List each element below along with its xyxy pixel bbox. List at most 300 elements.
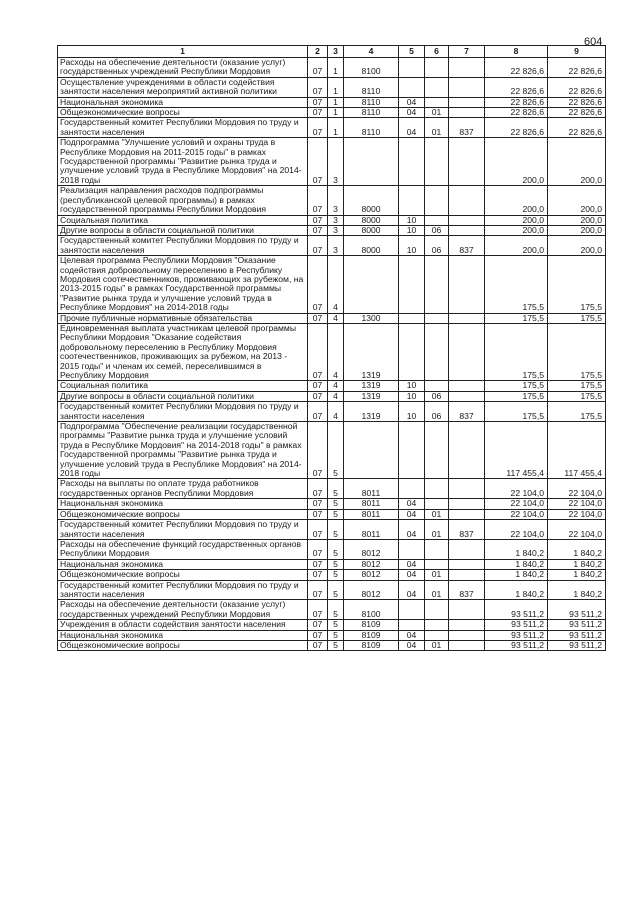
row-name-cell: Расходы на выплаты по оплате труда работников государственных органов Республики Мордовия: [58, 479, 308, 499]
row-c4-cell: 1319: [344, 381, 399, 391]
header-col-9: 9: [548, 46, 606, 58]
row-c6-cell: [425, 186, 449, 215]
row-c4-cell: 8012: [344, 559, 399, 569]
row-name-cell: Общеэкономические вопросы: [58, 509, 308, 519]
row-c4-cell: 8012: [344, 570, 399, 580]
row-c9-cell: 22 826,6: [548, 108, 606, 118]
row-name-cell: Подпрограмма "Обеспечение реализации государственной программы "Развитие рынка труда и улучшение условий труда в Республике Мордовия" на 2014-2018 годы" в рамках Государственной программы "Развитие рынка труда и улучшение условий труда в Республике Мордовия" на 2014-2018 годы: [58, 422, 308, 479]
row-c9-cell: 22 104,0: [548, 499, 606, 509]
row-c8-cell: 200,0: [485, 215, 548, 225]
row-c3-cell: 4: [328, 402, 344, 422]
row-c7-cell: [449, 313, 485, 323]
row-c7-cell: [449, 422, 485, 479]
row-c3-cell: 5: [328, 580, 344, 600]
table-row: [58, 381, 606, 391]
row-c4-cell: 8100: [344, 600, 399, 620]
row-c5-cell: 04: [399, 580, 425, 600]
row-name-cell: Государственный комитет Республики Мордовия по труду и занятости населения: [58, 580, 308, 600]
row-c4-cell: 8110: [344, 77, 399, 97]
row-name-cell: Национальная экономика: [58, 559, 308, 569]
row-name-cell: Общеэкономические вопросы: [58, 640, 308, 650]
table-body: [58, 58, 606, 651]
table-row: [58, 215, 606, 225]
row-c6-cell: 06: [425, 391, 449, 401]
row-c3-cell: 5: [328, 479, 344, 499]
row-c5-cell: [399, 479, 425, 499]
row-c4-cell: [344, 422, 399, 479]
row-c6-cell: [425, 600, 449, 620]
row-c8-cell: 1 840,2: [485, 559, 548, 569]
row-c8-cell: 22 826,6: [485, 108, 548, 118]
table-row: [58, 559, 606, 569]
header-col-8: 8: [485, 46, 548, 58]
row-c5-cell: 10: [399, 381, 425, 391]
row-c7-cell: [449, 620, 485, 630]
row-c8-cell: 200,0: [485, 138, 548, 186]
row-c5-cell: [399, 313, 425, 323]
row-name-cell: Расходы на обеспечение деятельности (оказание услуг) государственных учреждений Республики Мордовия: [58, 58, 308, 78]
header-col-7: 7: [449, 46, 485, 58]
row-c4-cell: 8000: [344, 225, 399, 235]
row-c7-cell: [449, 77, 485, 97]
table-row: [58, 402, 606, 422]
row-c2-cell: 07: [308, 256, 328, 313]
row-c2-cell: 07: [308, 580, 328, 600]
row-c5-cell: 04: [399, 640, 425, 650]
table-row: [58, 138, 606, 186]
row-c9-cell: 175,5: [548, 402, 606, 422]
row-c4-cell: 1319: [344, 402, 399, 422]
row-c3-cell: 4: [328, 323, 344, 380]
row-name-cell: Единовременная выплата участникам целевой программы Республики Мордовия "Оказание содействия добровольному переселению в Республику Мордовия соотечественников, проживающих за рубежом, на 2013 - 2015 годы" и членам их семей, переселившимся в Республику Мордовия: [58, 323, 308, 380]
table-row: [58, 391, 606, 401]
row-c2-cell: 07: [308, 323, 328, 380]
row-c9-cell: 1 840,2: [548, 539, 606, 559]
row-c7-cell: [449, 391, 485, 401]
table-row: [58, 97, 606, 107]
row-c3-cell: 5: [328, 570, 344, 580]
row-c5-cell: 10: [399, 225, 425, 235]
row-c7-cell: 837: [449, 580, 485, 600]
row-c4-cell: 8011: [344, 509, 399, 519]
row-c4-cell: 8110: [344, 97, 399, 107]
row-c5-cell: 04: [399, 509, 425, 519]
header-col-4: 4: [344, 46, 399, 58]
row-c6-cell: 06: [425, 225, 449, 235]
row-c2-cell: 07: [308, 479, 328, 499]
row-c6-cell: 06: [425, 402, 449, 422]
row-c7-cell: [449, 640, 485, 650]
row-c4-cell: 8012: [344, 580, 399, 600]
row-c5-cell: 04: [399, 520, 425, 540]
row-c9-cell: 175,5: [548, 381, 606, 391]
row-c7-cell: [449, 630, 485, 640]
table-row: [58, 186, 606, 215]
row-c6-cell: [425, 422, 449, 479]
row-c8-cell: 22 104,0: [485, 479, 548, 499]
row-c5-cell: [399, 256, 425, 313]
row-c3-cell: 5: [328, 640, 344, 650]
table-row: [58, 499, 606, 509]
row-c7-cell: [449, 97, 485, 107]
row-c6-cell: [425, 58, 449, 78]
row-c6-cell: 01: [425, 520, 449, 540]
row-name-cell: Социальная политика: [58, 215, 308, 225]
row-c3-cell: 4: [328, 391, 344, 401]
row-c6-cell: [425, 323, 449, 380]
table-row: [58, 422, 606, 479]
row-c4-cell: 8100: [344, 58, 399, 78]
row-c8-cell: 200,0: [485, 236, 548, 256]
row-c5-cell: 04: [399, 108, 425, 118]
row-c2-cell: 07: [308, 58, 328, 78]
row-c6-cell: 01: [425, 118, 449, 138]
row-c2-cell: 07: [308, 422, 328, 479]
row-c5-cell: 04: [399, 97, 425, 107]
row-c6-cell: [425, 97, 449, 107]
row-c5-cell: 10: [399, 215, 425, 225]
row-c7-cell: [449, 138, 485, 186]
row-c4-cell: 8000: [344, 186, 399, 215]
row-c6-cell: [425, 77, 449, 97]
row-c5-cell: [399, 539, 425, 559]
row-c6-cell: 01: [425, 570, 449, 580]
row-c8-cell: 175,5: [485, 402, 548, 422]
row-c7-cell: [449, 323, 485, 380]
row-c2-cell: 07: [308, 215, 328, 225]
row-c4-cell: 8109: [344, 640, 399, 650]
row-c8-cell: 1 840,2: [485, 539, 548, 559]
row-c5-cell: [399, 422, 425, 479]
row-c4-cell: 8109: [344, 620, 399, 630]
row-c9-cell: 22 104,0: [548, 479, 606, 499]
row-c8-cell: 22 104,0: [485, 499, 548, 509]
row-c9-cell: 175,5: [548, 391, 606, 401]
row-c5-cell: 04: [399, 570, 425, 580]
row-c6-cell: [425, 559, 449, 569]
row-c6-cell: 01: [425, 580, 449, 600]
row-c4-cell: 8011: [344, 499, 399, 509]
row-c3-cell: 1: [328, 97, 344, 107]
row-c2-cell: 07: [308, 509, 328, 519]
row-c8-cell: 175,5: [485, 381, 548, 391]
row-c5-cell: 04: [399, 630, 425, 640]
table-row: [58, 58, 606, 78]
table-row: [58, 323, 606, 380]
row-name-cell: Учреждения в области содействия занятости населения: [58, 620, 308, 630]
row-name-cell: Подпрограмма "Улучшение условий и охраны труда в Республике Мордовия на 2011-2015 годы" в рамках Государственной программы "Развитие рынка труда и улучшение условий труда в Республике Мордовия" на 2014-2018 годы: [58, 138, 308, 186]
table-row: [58, 539, 606, 559]
row-name-cell: Государственный комитет Республики Мордовия по труду и занятости населения: [58, 118, 308, 138]
row-c6-cell: 01: [425, 509, 449, 519]
row-c3-cell: 1: [328, 77, 344, 97]
row-c2-cell: 07: [308, 539, 328, 559]
row-c4-cell: 8012: [344, 539, 399, 559]
row-c9-cell: 22 104,0: [548, 509, 606, 519]
row-c6-cell: 06: [425, 236, 449, 256]
row-c2-cell: 07: [308, 381, 328, 391]
row-c9-cell: 93 511,2: [548, 640, 606, 650]
row-name-cell: Государственный комитет Республики Мордовия по труду и занятости населения: [58, 402, 308, 422]
row-c2-cell: 07: [308, 559, 328, 569]
row-c8-cell: 175,5: [485, 313, 548, 323]
table-row: [58, 570, 606, 580]
row-c2-cell: 07: [308, 77, 328, 97]
row-c5-cell: [399, 600, 425, 620]
row-c8-cell: 117 455,4: [485, 422, 548, 479]
row-c4-cell: 1319: [344, 391, 399, 401]
row-c7-cell: [449, 499, 485, 509]
table-row: [58, 479, 606, 499]
table-row: [58, 77, 606, 97]
row-c6-cell: [425, 313, 449, 323]
row-c9-cell: 175,5: [548, 256, 606, 313]
row-c4-cell: 8011: [344, 520, 399, 540]
row-c3-cell: 5: [328, 559, 344, 569]
row-c7-cell: [449, 539, 485, 559]
row-c7-cell: 837: [449, 236, 485, 256]
row-c4-cell: 1319: [344, 323, 399, 380]
row-c3-cell: 1: [328, 108, 344, 118]
header-col-3: 3: [328, 46, 344, 58]
header-col-1: 1: [58, 46, 308, 58]
row-c2-cell: 07: [308, 600, 328, 620]
row-c3-cell: 5: [328, 539, 344, 559]
row-c2-cell: 07: [308, 630, 328, 640]
row-c9-cell: 93 511,2: [548, 600, 606, 620]
row-c3-cell: 5: [328, 499, 344, 509]
row-c5-cell: [399, 323, 425, 380]
row-c8-cell: 175,5: [485, 391, 548, 401]
row-c3-cell: 4: [328, 313, 344, 323]
row-c9-cell: 200,0: [548, 138, 606, 186]
row-c9-cell: 93 511,2: [548, 620, 606, 630]
row-c3-cell: 5: [328, 509, 344, 519]
row-name-cell: Осуществление учреждениями в области содействия занятости населения мероприятий активной политики: [58, 77, 308, 97]
row-c8-cell: 22 826,6: [485, 58, 548, 78]
row-c8-cell: 22 826,6: [485, 97, 548, 107]
row-name-cell: Общеэкономические вопросы: [58, 570, 308, 580]
row-c6-cell: [425, 381, 449, 391]
row-c9-cell: 22 826,6: [548, 58, 606, 78]
page-number: 604: [584, 36, 603, 48]
row-c2-cell: 07: [308, 108, 328, 118]
table-row: [58, 580, 606, 600]
table-row: [58, 509, 606, 519]
row-c5-cell: 10: [399, 236, 425, 256]
row-c7-cell: [449, 381, 485, 391]
row-c3-cell: 3: [328, 236, 344, 256]
row-name-cell: Другие вопросы в области социальной политики: [58, 391, 308, 401]
row-c9-cell: 200,0: [548, 215, 606, 225]
budget-table-container: [57, 45, 605, 651]
row-c2-cell: 07: [308, 236, 328, 256]
row-c7-cell: [449, 225, 485, 235]
row-c4-cell: [344, 256, 399, 313]
row-c2-cell: 07: [308, 402, 328, 422]
row-c9-cell: 200,0: [548, 236, 606, 256]
row-name-cell: Реализация направления расходов подпрограммы (республиканской целевой программы) в рамках государственной программы Республики Мордовия: [58, 186, 308, 215]
row-c2-cell: 07: [308, 118, 328, 138]
budget-table: [57, 45, 606, 651]
row-c5-cell: 04: [399, 559, 425, 569]
row-c3-cell: 5: [328, 620, 344, 630]
row-c4-cell: [344, 138, 399, 186]
row-c4-cell: 8011: [344, 479, 399, 499]
row-name-cell: Целевая программа Республики Мордовия "Оказание содействия добровольному переселению в Республику Мордовия соотечественников, проживающих за рубежом, на 2013-2015 годы" в рамках Государственной программы "Развитие рынка труда и улучшение условий труда в Республике Мордовия" на 2014-2018 годы: [58, 256, 308, 313]
row-c6-cell: [425, 499, 449, 509]
row-c9-cell: 175,5: [548, 313, 606, 323]
row-name-cell: Общеэкономические вопросы: [58, 108, 308, 118]
table-row: [58, 313, 606, 323]
row-c8-cell: 93 511,2: [485, 620, 548, 630]
row-c7-cell: 837: [449, 118, 485, 138]
row-c5-cell: [399, 58, 425, 78]
header-col-5: 5: [399, 46, 425, 58]
row-c6-cell: [425, 539, 449, 559]
row-c9-cell: 1 840,2: [548, 580, 606, 600]
row-name-cell: Прочие публичные нормативные обязательства: [58, 313, 308, 323]
row-c8-cell: 175,5: [485, 256, 548, 313]
row-c2-cell: 07: [308, 225, 328, 235]
row-c8-cell: 22 826,6: [485, 118, 548, 138]
row-c2-cell: 07: [308, 138, 328, 186]
row-c9-cell: 22 826,6: [548, 97, 606, 107]
row-c2-cell: 07: [308, 313, 328, 323]
row-c3-cell: 3: [328, 138, 344, 186]
row-c9-cell: 200,0: [548, 186, 606, 215]
row-c3-cell: 5: [328, 630, 344, 640]
row-name-cell: Государственный комитет Республики Мордовия по труду и занятости населения: [58, 520, 308, 540]
row-c9-cell: 93 511,2: [548, 630, 606, 640]
row-c6-cell: [425, 256, 449, 313]
row-c7-cell: [449, 509, 485, 519]
table-row: [58, 640, 606, 650]
row-c8-cell: 1 840,2: [485, 580, 548, 600]
row-c2-cell: 07: [308, 520, 328, 540]
row-c7-cell: [449, 570, 485, 580]
row-c3-cell: 3: [328, 225, 344, 235]
row-c9-cell: 22 826,6: [548, 77, 606, 97]
row-c6-cell: 01: [425, 640, 449, 650]
row-c7-cell: [449, 108, 485, 118]
row-name-cell: Социальная политика: [58, 381, 308, 391]
row-c8-cell: 22 826,6: [485, 77, 548, 97]
row-c2-cell: 07: [308, 620, 328, 630]
row-c9-cell: 117 455,4: [548, 422, 606, 479]
row-c3-cell: 4: [328, 256, 344, 313]
row-name-cell: Национальная экономика: [58, 630, 308, 640]
row-c7-cell: [449, 58, 485, 78]
table-row: [58, 600, 606, 620]
row-c4-cell: 8109: [344, 630, 399, 640]
header-col-2: 2: [308, 46, 328, 58]
row-c3-cell: 1: [328, 58, 344, 78]
row-c5-cell: [399, 620, 425, 630]
row-c2-cell: 07: [308, 186, 328, 215]
row-c9-cell: 1 840,2: [548, 559, 606, 569]
table-row: [58, 118, 606, 138]
row-c6-cell: [425, 479, 449, 499]
row-c4-cell: 1300: [344, 313, 399, 323]
table-row: [58, 256, 606, 313]
row-name-cell: Государственный комитет Республики Мордовия по труду и занятости населения: [58, 236, 308, 256]
row-c2-cell: 07: [308, 391, 328, 401]
row-c4-cell: 8000: [344, 236, 399, 256]
row-c7-cell: [449, 186, 485, 215]
row-c7-cell: [449, 256, 485, 313]
table-row: [58, 225, 606, 235]
row-c3-cell: 4: [328, 381, 344, 391]
row-c3-cell: 3: [328, 215, 344, 225]
row-c9-cell: 175,5: [548, 323, 606, 380]
table-row: [58, 108, 606, 118]
row-c6-cell: [425, 630, 449, 640]
row-name-cell: Расходы на обеспечение деятельности (оказание услуг) государственных учреждений Республики Мордовия: [58, 600, 308, 620]
table-row: [58, 620, 606, 630]
row-c8-cell: 22 104,0: [485, 509, 548, 519]
row-c7-cell: [449, 559, 485, 569]
row-c7-cell: [449, 600, 485, 620]
row-name-cell: Национальная экономика: [58, 97, 308, 107]
row-c5-cell: [399, 186, 425, 215]
row-c2-cell: 07: [308, 570, 328, 580]
row-c5-cell: [399, 77, 425, 97]
row-name-cell: Национальная экономика: [58, 499, 308, 509]
row-c4-cell: 8110: [344, 108, 399, 118]
row-c4-cell: 8110: [344, 118, 399, 138]
row-c4-cell: 8000: [344, 215, 399, 225]
row-c6-cell: [425, 138, 449, 186]
row-c5-cell: [399, 138, 425, 186]
row-c3-cell: 5: [328, 422, 344, 479]
row-c8-cell: 200,0: [485, 186, 548, 215]
row-c5-cell: 04: [399, 499, 425, 509]
row-c8-cell: 22 104,0: [485, 520, 548, 540]
table-row: [58, 520, 606, 540]
row-c7-cell: 837: [449, 402, 485, 422]
table-row: [58, 630, 606, 640]
row-c2-cell: 07: [308, 499, 328, 509]
table-header-row: [58, 46, 606, 58]
row-c3-cell: 5: [328, 520, 344, 540]
row-c8-cell: 1 840,2: [485, 570, 548, 580]
row-c7-cell: [449, 215, 485, 225]
row-c6-cell: [425, 620, 449, 630]
row-c3-cell: 1: [328, 118, 344, 138]
row-c7-cell: [449, 479, 485, 499]
row-c3-cell: 5: [328, 600, 344, 620]
row-c8-cell: 93 511,2: [485, 640, 548, 650]
row-c8-cell: 175,5: [485, 323, 548, 380]
row-c6-cell: [425, 215, 449, 225]
table-row: [58, 236, 606, 256]
header-col-6: 6: [425, 46, 449, 58]
row-c7-cell: 837: [449, 520, 485, 540]
row-c9-cell: 1 840,2: [548, 570, 606, 580]
row-c8-cell: 93 511,2: [485, 630, 548, 640]
row-c9-cell: 22 826,6: [548, 118, 606, 138]
row-c3-cell: 3: [328, 186, 344, 215]
row-c6-cell: 01: [425, 108, 449, 118]
row-c8-cell: 200,0: [485, 225, 548, 235]
row-name-cell: Другие вопросы в области социальной политики: [58, 225, 308, 235]
row-c2-cell: 07: [308, 97, 328, 107]
row-c5-cell: 10: [399, 402, 425, 422]
row-c2-cell: 07: [308, 640, 328, 650]
row-c8-cell: 93 511,2: [485, 600, 548, 620]
row-name-cell: Расходы на обеспечение функций государственных органов Республики Мордовия: [58, 539, 308, 559]
